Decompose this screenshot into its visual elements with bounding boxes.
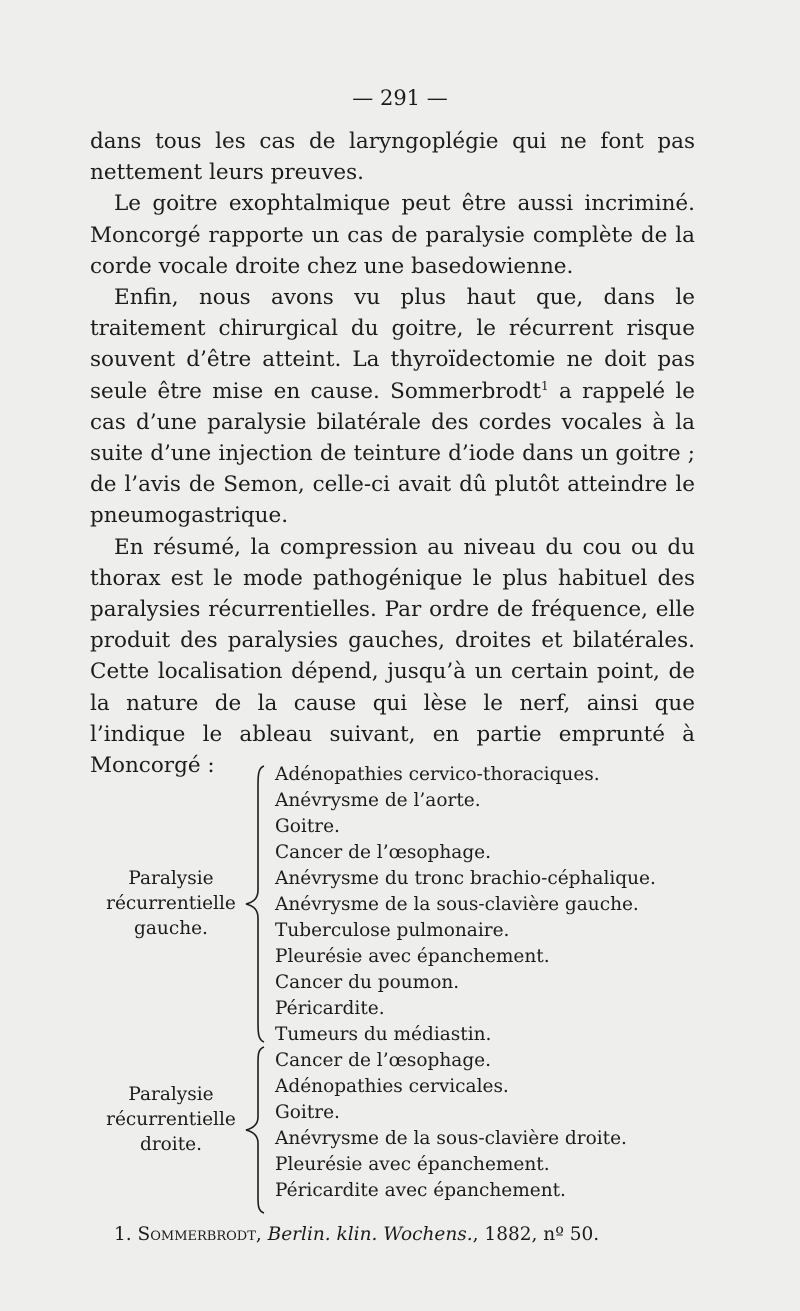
paragraph-3-text: Enfin, nous avons vu plus haut que, dans le traitement chirurgical du goitre, le récurrent risque souvent d’être atteint. La thyroïdectomie ne doit pas seule être mise en cause. Sommerbrodt: [90, 285, 695, 404]
footnote-journal: Berlin. klin. Wochens.: [267, 1224, 473, 1245]
cause-item: Anévrysme de la sous-clavière droite.: [275, 1128, 627, 1149]
footnote-author: Sommerbrodt: [137, 1224, 256, 1245]
cause-item: Tuberculose pulmonaire.: [275, 920, 510, 941]
cause-item: Anévrysme du tronc brachio-céphalique.: [275, 868, 656, 889]
cause-item: Cancer de l’œsophage.: [275, 1050, 491, 1071]
cause-item: Anévrysme de l’aorte.: [275, 790, 481, 811]
left-brace: [238, 764, 272, 1044]
paragraph-2: Le goitre exophtalmique peut être aussi incriminé. Moncorgé rapporte un cas de paralysie complète de la corde vocale droite chez une basedowienne.: [90, 191, 695, 279]
paragraph-4: En résumé, la compression au niveau du cou ou du thorax est le mode pathogénique le plus habituel des paralysies récurrentielles. Par ordre de fréquence, elle produit des paralysies gauches, droites et bilatérales. Cette localisation dépend, jusqu’à un certain point, de la nature de la cause qui lèse le nerf, ainsi que l’indique le ableau suivant, en partie emprunté à Moncorgé :: [90, 534, 695, 779]
footnote-number: 1.: [114, 1224, 132, 1245]
cause-item: Pleurésie avec épanchement.: [275, 1154, 550, 1175]
paragraph-1: dans tous les cas de laryngoplégie qui ne font pas nettement leurs preuves.: [90, 129, 695, 186]
label-line: récurrentielle: [106, 893, 236, 914]
brace-glyph: [238, 1045, 272, 1215]
body-text: [90, 126, 695, 781]
label-line: récurrentielle: [106, 1109, 236, 1130]
cause-list: [275, 762, 695, 1204]
causes-table: [0, 762, 800, 1212]
label-line: droite.: [139, 1134, 202, 1155]
cause-item: Cancer de l’œsophage.: [275, 842, 491, 863]
right-brace: [238, 1045, 272, 1215]
footnote-details: , 1882, nº 50.: [472, 1224, 600, 1245]
page-number: — 291 —: [352, 86, 448, 110]
label-line: Paralysie: [128, 868, 214, 889]
cause-item: Péricardite.: [275, 998, 385, 1019]
footnote: 1. Sommerbrodt, Berlin. klin. Wochens., 1882, nº 50.: [114, 1224, 600, 1245]
paragraph-3-continued: a rappelé le cas d’une paralysie bilatérale des cordes vocales à la suite d’une injection de teinture d’iode dans un goitre ; de l’avis de Semon, celle-ci avait dû plutôt atteindre le pneumogastrique.: [90, 378, 695, 529]
cause-item: Tumeurs du médiastin.: [275, 1024, 492, 1045]
paragraph-3: [90, 282, 695, 532]
cause-item: Adénopathies cervico-thoraciques.: [275, 764, 600, 785]
cause-item: Goitre.: [275, 816, 340, 837]
cause-item: Anévrysme de la sous-clavière gauche.: [275, 894, 639, 915]
right-paralysis-label: [86, 1082, 256, 1157]
footnote-marker[interactable]: 1: [540, 378, 549, 393]
left-paralysis-label: [86, 866, 256, 941]
cause-item: Goitre.: [275, 1102, 340, 1123]
cause-item: Pleurésie avec épanchement.: [275, 946, 550, 967]
label-line: gauche.: [134, 918, 208, 939]
cause-item: Adénopathies cervicales.: [275, 1076, 509, 1097]
brace-glyph: [238, 764, 272, 1044]
label-line: Paralysie: [128, 1084, 214, 1105]
cause-item: Péricardite avec épanchement.: [275, 1180, 566, 1201]
cause-item: Cancer du poumon.: [275, 972, 460, 993]
